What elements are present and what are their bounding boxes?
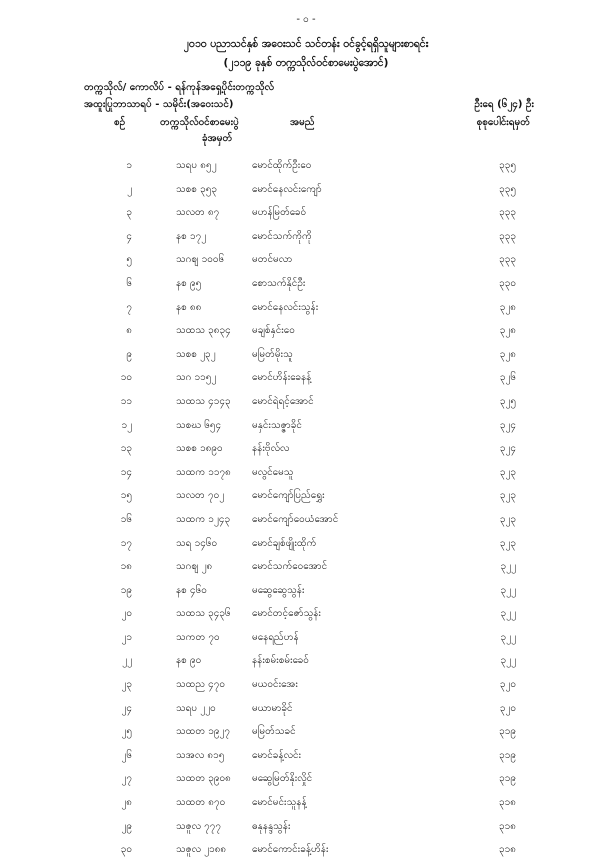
- row-number: ၈: [126, 325, 132, 337]
- row-number: ၉: [126, 348, 132, 360]
- total-marks: ၃၃၃: [499, 207, 516, 219]
- table-row: [0, 653, 612, 677]
- exam-roll-number: သထတ ၃၉၀၈: [176, 773, 231, 785]
- student-name: မောင်မင်းသူနန့်: [252, 797, 307, 809]
- exam-roll-number: သရပ ၈၅၂: [176, 160, 217, 171]
- row-number: ၁: [126, 160, 132, 171]
- row-number: ၁၇: [120, 537, 132, 549]
- student-name: မောင်ကျော်ပြည်ရွှေး: [252, 490, 325, 502]
- row-number: ၁၉: [120, 584, 132, 596]
- table-row: [0, 276, 612, 300]
- student-name: မောင်ခန့်လင်း: [252, 749, 302, 761]
- page-number: - ၀ -: [296, 14, 316, 25]
- row-number: ၂၆: [121, 749, 132, 761]
- total-marks: ၃၁၈: [499, 844, 516, 856]
- exam-roll-number: သရ ၁၄၆၀: [176, 537, 218, 549]
- exam-roll-number: နစ ၁၇၂: [176, 230, 207, 242]
- student-name: မောင်ရဲရင့်အောင်: [252, 395, 314, 407]
- student-name: မောင်နေလင်းကျော်: [252, 183, 322, 195]
- student-name: မမြတ်သခင်: [252, 726, 296, 738]
- exam-roll-number: သစစ ၁၈၉၀: [176, 443, 223, 455]
- total-marks: ၃၂၄: [499, 443, 516, 455]
- total-marks: ၃၂၂: [500, 655, 516, 667]
- exam-roll-number: သထက ၁၂၄၃: [176, 513, 231, 525]
- total-marks: ၃၂၂: [500, 561, 516, 573]
- exam-roll-number: သထသ ၃၄၃၆: [176, 608, 231, 620]
- student-name: မနေရည်ဟန်: [252, 631, 299, 643]
- table-row: [0, 842, 612, 866]
- exam-roll-number: သစစ ၃၅၃: [176, 183, 217, 195]
- student-name: မောင်ကျော်ဝေယံအောင်: [252, 513, 339, 525]
- total-marks: ၃၃၃: [499, 254, 516, 266]
- total-marks: ၃၁၈: [499, 820, 516, 832]
- results-table: [0, 158, 612, 866]
- table-row: [0, 394, 612, 418]
- table-row: [0, 370, 612, 394]
- exam-roll-number: သထက ၁၁၇၈: [176, 466, 231, 478]
- student-name: နန်းစမ်းစမ်းခေဝ်: [252, 655, 309, 667]
- total-marks: ၃၁၉: [499, 749, 516, 761]
- column-header-roll-number: ခုံအမှတ်: [202, 133, 233, 144]
- table-row: [0, 630, 612, 654]
- table-row: [0, 606, 612, 630]
- table-row: [0, 701, 612, 725]
- row-number: ၆: [126, 277, 132, 289]
- student-name: မမြတ်မိုးသူ: [252, 348, 293, 360]
- exam-roll-number: သဂဈ ၁၀၀၆: [176, 254, 225, 266]
- row-number: ၂၇: [121, 773, 132, 785]
- exam-roll-number: သစစ ၂၃၂: [176, 348, 216, 360]
- student-name: မဆွေမြတ်နိုးလှိုင်: [252, 773, 313, 785]
- total-marks: ၃၂၀: [499, 679, 516, 691]
- column-header-total-marks: စုစုပေါင်းရမှတ်: [476, 117, 530, 128]
- table-row: [0, 300, 612, 324]
- exam-roll-number: နစ ၈၈: [176, 301, 202, 313]
- row-number: ၇: [126, 301, 132, 313]
- exam-roll-number: သလတ ၇၀၂: [176, 490, 225, 502]
- total-marks: ၃၂၆: [499, 372, 516, 384]
- student-name: မချစ်နှင်းဝေ: [252, 325, 295, 337]
- total-marks: ၃၂၃: [499, 490, 516, 502]
- student-name: မောင်ကောင်းခန့်ဟိန်း: [252, 844, 329, 856]
- total-marks: ၃၂၃: [499, 466, 516, 478]
- exam-roll-number: နစ ၉၅: [176, 277, 202, 289]
- university-line: တက္ကသိုလ်/ ကောလိပ် - ရန်ကုန်အရှေ့ပိုင်းတက္ကသိုလ်: [84, 82, 274, 93]
- row-number: ၃၀: [120, 844, 132, 856]
- total-marks: ၃၂၂: [500, 584, 516, 596]
- student-name: မောင်သက်ကိုကို: [252, 230, 312, 242]
- exam-roll-number: သအလ ၈၁၅: [176, 749, 225, 761]
- student-name: မယာမာခိုင်: [252, 702, 293, 714]
- row-number: ၁၅: [120, 490, 132, 502]
- row-number: ၂၈: [121, 797, 132, 809]
- exam-roll-number: သဂဈ ၂၈: [176, 561, 213, 573]
- table-row: [0, 724, 612, 748]
- row-number: ၅: [126, 254, 132, 266]
- total-marks: ၃၂၈: [499, 325, 516, 337]
- row-number: ၄: [126, 230, 132, 242]
- row-number: ၂၃: [121, 679, 132, 691]
- exam-roll-number: သကတ ၇၀: [176, 631, 220, 643]
- student-name: မောင်ဟိန်းခေနန့်: [252, 372, 312, 384]
- student-name: မတင်မလာ: [252, 254, 293, 266]
- table-row: [0, 512, 612, 536]
- student-name: မောင်ချစ်ဖျိုးထိုက်: [252, 537, 317, 549]
- row-number: ၁၃: [120, 443, 132, 455]
- table-row: [0, 229, 612, 253]
- row-number: ၁၆: [120, 513, 132, 525]
- total-marks: ၃၂၈: [499, 348, 516, 360]
- exam-roll-number: သလတ ၈၇: [176, 207, 220, 219]
- total-marks: ၃၂၀: [499, 702, 516, 714]
- column-header-name: အမည်: [290, 117, 315, 128]
- student-name: မောင်သက်ဝေအောင်: [252, 561, 328, 573]
- student-name: နန်းဗိုလ်လ: [252, 443, 290, 455]
- table-row: [0, 677, 612, 701]
- exam-roll-number: နစ ၉၀: [176, 655, 202, 667]
- student-name: မနှင်းသဇ္ဇာခိုင်: [252, 419, 302, 431]
- exam-roll-number: သစဃ ၆၅၄: [176, 419, 222, 431]
- row-number: ၁၀: [120, 372, 132, 384]
- row-number: ၂၉: [121, 820, 132, 832]
- row-number: ၂၁: [121, 631, 132, 643]
- student-name: မဆွေဆွေသွန်း: [252, 584, 305, 596]
- table-row: [0, 465, 612, 489]
- student-name: ဓနုနန္ဒသွန်း: [252, 820, 291, 832]
- table-row: [0, 252, 612, 276]
- exam-roll-number: သဇူလ ၂၁၈၈: [176, 844, 227, 856]
- row-number: ၂: [127, 183, 132, 195]
- table-row: [0, 748, 612, 772]
- total-marks: ၃၃၅: [499, 160, 516, 171]
- table-row: [0, 323, 612, 347]
- exam-roll-number: သထတ ၁၉၂၇: [176, 726, 231, 738]
- table-row: [0, 418, 612, 442]
- student-name: မလွင်မေသူ: [252, 466, 294, 478]
- student-name: မောင်တင့်ဇော်သွန်း: [252, 608, 321, 620]
- total-marks: ၃၃၅: [499, 183, 516, 195]
- table-row: [0, 347, 612, 371]
- exam-roll-number: သထတ ၈၇၀: [176, 797, 226, 809]
- specialization-line: အထူးပြုဘာသာရပ် - သမိုင်း(အဝေးသင်): [84, 99, 234, 110]
- row-number: ၂၂: [122, 655, 132, 667]
- exam-roll-number: နစ ၄၆၀: [176, 584, 207, 596]
- total-marks: ၃၂၂: [500, 631, 516, 643]
- total-marks: ၃၁၈: [499, 797, 516, 809]
- row-number: ၂၅: [121, 726, 132, 738]
- table-row: [0, 182, 612, 206]
- row-number: ၁၂: [121, 419, 132, 431]
- total-marks: ၃၂၅: [499, 395, 516, 407]
- exam-roll-number: သဂ ၁၁၅၂: [176, 372, 217, 384]
- table-row: [0, 559, 612, 583]
- total-marks: ၃၂၄: [499, 419, 516, 431]
- exam-roll-number: သထသ ၄၁၄၃: [176, 395, 231, 407]
- total-marks: ၃၂၂: [500, 608, 516, 620]
- exam-roll-number: သဇူလ ၇၇၇: [176, 820, 222, 832]
- total-marks: ၃၁၉: [499, 773, 516, 785]
- row-number: ၁၄: [120, 466, 132, 478]
- document-subtitle: (၂၁၁၉ ခုနှစ် တက္ကသိုလ်ဝင်စာမေးပွဲအောင်): [223, 57, 389, 69]
- total-marks: ၃၃၀: [499, 277, 516, 289]
- total-marks: ၃၂၃: [499, 537, 516, 549]
- student-name: မဟန်မြတ်ခေဝ်: [252, 207, 307, 219]
- table-row: [0, 771, 612, 795]
- table-row: [0, 158, 612, 182]
- table-row: [0, 795, 612, 819]
- row-number: ၁၈: [120, 561, 132, 573]
- exam-roll-number: သရပ ၂၂၀: [176, 702, 216, 714]
- table-row: [0, 205, 612, 229]
- table-row: [0, 536, 612, 560]
- row-number: ၁၁: [120, 395, 132, 407]
- student-name: မောင်ထိုက်ဦးဝေ: [252, 160, 312, 171]
- row-number: ၃: [126, 207, 132, 219]
- document-title: ၂၀၁၀ ပညာသင်နှစ် အဝေးသင် သင်တန်း ဝင်ခွင့်ရရှိသူများစာရင်း: [183, 38, 429, 50]
- column-header-exam-roll: တက္ကသိုလ်ဝင်စာမေးပွဲ: [160, 117, 239, 128]
- exam-roll-number: သထသ ၃၈၃၄: [176, 325, 231, 337]
- total-marks: ၃၂၈: [499, 301, 516, 313]
- table-row: [0, 488, 612, 512]
- total-marks: ၃၃၃: [499, 230, 516, 242]
- headcount-line: ဦးရေ (၆၂၄) ဦး: [474, 99, 534, 110]
- column-header-number: စဉ်: [114, 117, 126, 128]
- row-number: ၂၀: [121, 608, 132, 620]
- total-marks: ၃၂၃: [499, 513, 516, 525]
- table-row: [0, 583, 612, 607]
- student-name: မယဝင်းအေး: [252, 679, 298, 691]
- student-name: စောသက်နိုင်ဦး: [252, 277, 306, 289]
- table-row: [0, 819, 612, 843]
- student-name: မောင်နေလင်းသွန်း: [252, 301, 319, 313]
- total-marks: ၃၁၉: [499, 726, 516, 738]
- exam-roll-number: သထည ၄၇၀: [176, 679, 226, 691]
- table-row: [0, 441, 612, 465]
- row-number: ၂၄: [121, 702, 132, 714]
